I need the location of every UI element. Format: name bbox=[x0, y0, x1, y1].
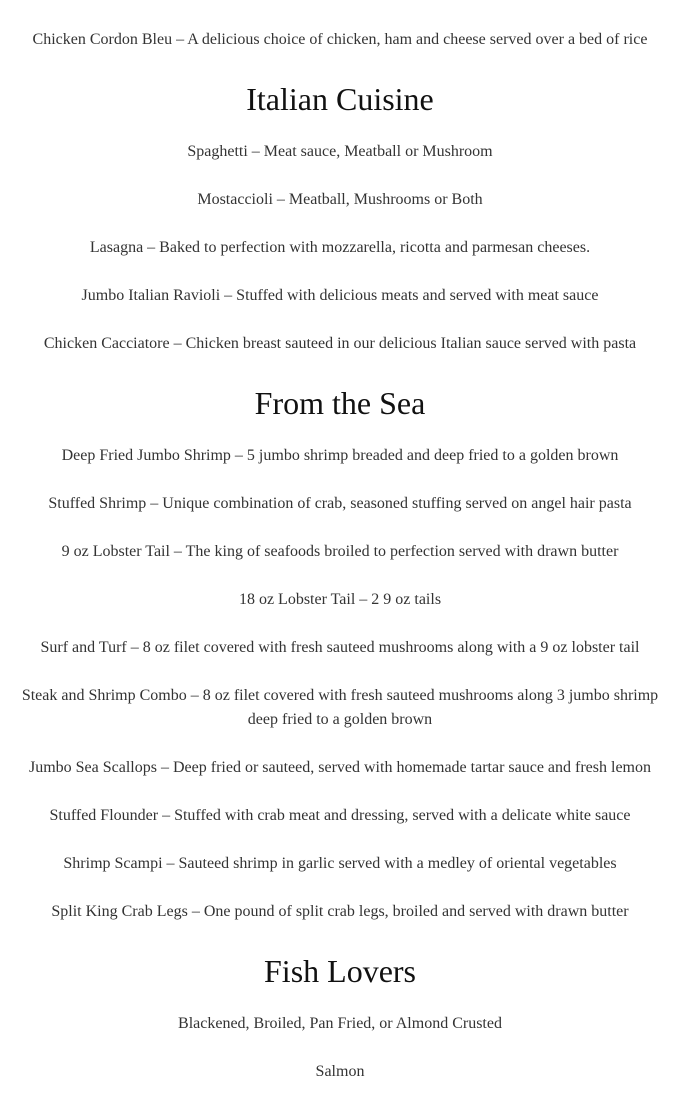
menu-item-shrimp-scampi: Shrimp Scampi – Sauteed shrimp in garlic served with a medley of oriental vegetables bbox=[63, 855, 617, 872]
section-heading-italian-cuisine: Italian Cuisine bbox=[246, 81, 434, 117]
menu-item-deep-fried-jumbo-shrimp: Deep Fried Jumbo Shrimp – 5 jumbo shrimp breaded and deep fried to a golden brown bbox=[61, 447, 619, 464]
menu-item-split-king-crab-legs: Split King Crab Legs – One pound of split crab legs, broiled and served with drawn butter bbox=[51, 903, 629, 920]
menu-item-9oz-lobster-tail: 9 oz Lobster Tail – The king of seafoods broiled to perfection served with drawn butter bbox=[61, 543, 619, 560]
menu-item-stuffed-shrimp: Stuffed Shrimp – Unique combination of crab, seasoned stuffing served on angel hair pasta bbox=[48, 495, 632, 512]
menu-item-chicken-pot-pie bbox=[20, 0, 660, 4]
menu-item-salmon: Salmon bbox=[315, 1063, 365, 1080]
menu-item-18oz-lobster-tail: 18 oz Lobster Tail – 2 9 oz tails bbox=[238, 591, 442, 608]
menu-item-jumbo-italian-ravioli: Jumbo Italian Ravioli – Stuffed with delicious meats and served with meat sauce bbox=[81, 287, 599, 304]
menu-item-chicken-cacciatore: Chicken Cacciatore – Chicken breast sauteed in our delicious Italian sauce served with pasta bbox=[43, 335, 637, 352]
menu-item-spaghetti: Spaghetti – Meat sauce, Meatball or Mushroom bbox=[187, 143, 493, 160]
section-heading-from-the-sea: From the Sea bbox=[254, 385, 426, 421]
menu-item-jumbo-sea-scallops: Jumbo Sea Scallops – Deep fried or sauteed, served with homemade tartar sauce and fresh lemon bbox=[28, 759, 651, 776]
menu-item-mostaccioli: Mostaccioli – Meatball, Mushrooms or Both bbox=[197, 191, 483, 208]
menu-item-steak-and-shrimp-combo: Steak and Shrimp Combo – 8 oz filet covered with fresh sauteed mushrooms along 3 jumbo shrimp deep fried to a golden brown bbox=[21, 687, 659, 728]
menu-item-surf-and-turf: Surf and Turf – 8 oz filet covered with fresh sauteed mushrooms along with a 9 oz lobster tail bbox=[40, 639, 640, 656]
menu-item-fish-preparations: Blackened, Broiled, Pan Fried, or Almond Crusted bbox=[178, 1015, 502, 1032]
menu-item-stuffed-flounder: Stuffed Flounder – Stuffed with crab meat and dressing, served with a delicate white sauce bbox=[49, 807, 631, 824]
menu-item-lasagna: Lasagna – Baked to perfection with mozzarella, ricotta and parmesan cheeses. bbox=[89, 239, 591, 256]
menu-item-chicken-cordon-bleu: Chicken Cordon Bleu – A delicious choice of chicken, ham and cheese served over a bed of rice bbox=[32, 31, 648, 48]
section-heading-fish-lovers: Fish Lovers bbox=[264, 953, 416, 989]
